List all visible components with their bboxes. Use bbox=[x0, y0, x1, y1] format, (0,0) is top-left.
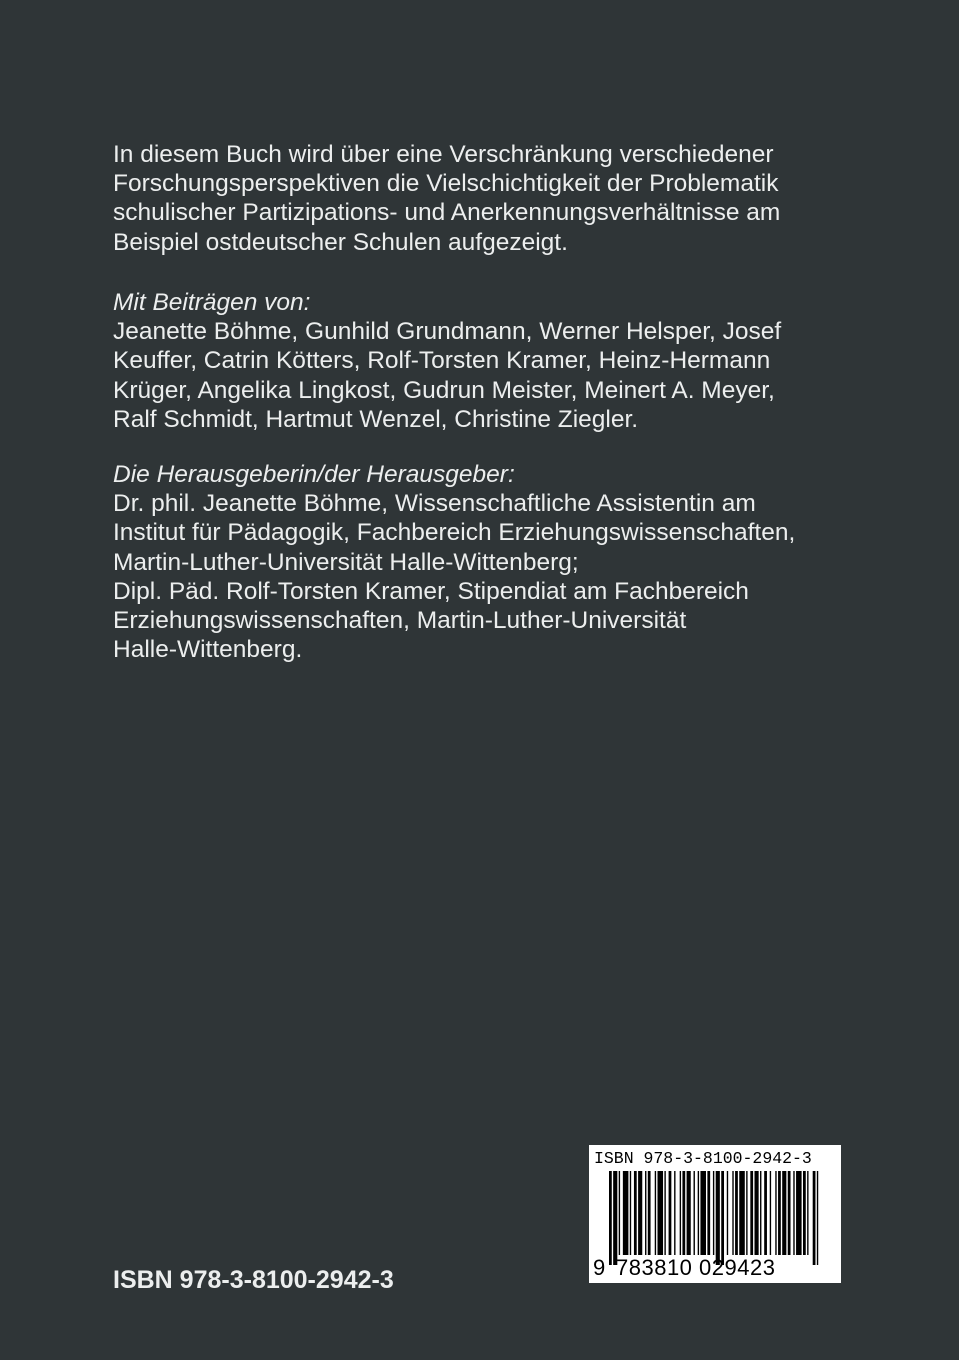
barcode-bar bbox=[721, 1171, 724, 1265]
barcode-bar bbox=[732, 1171, 733, 1255]
barcode-bar bbox=[793, 1171, 794, 1255]
barcode-bar bbox=[796, 1171, 802, 1255]
editors-line: Dr. phil. Jeanette Böhme, Wissenschaftliche Assistentin am bbox=[113, 490, 756, 518]
barcode-bar bbox=[817, 1171, 818, 1265]
description-paragraph bbox=[113, 140, 893, 257]
barcode-bar bbox=[664, 1171, 665, 1255]
contributors-line: Ralf Schmidt, Hartmut Wenzel, Christine Ziegler. bbox=[113, 405, 639, 433]
editors-heading: Die Herausgeberin/der Herausgeber: bbox=[113, 461, 515, 488]
barcode-first-digit: 9 bbox=[593, 1255, 606, 1280]
barcode-bar bbox=[746, 1171, 747, 1255]
editors-line: Halle-Wittenberg. bbox=[113, 636, 303, 664]
barcode-bar bbox=[609, 1171, 612, 1265]
barcode-bar bbox=[739, 1171, 745, 1255]
barcode-bar bbox=[788, 1171, 791, 1255]
barcode-bar bbox=[645, 1171, 646, 1255]
barcode-digits: 783810 029423 bbox=[616, 1255, 776, 1280]
barcode-bar bbox=[778, 1171, 781, 1255]
contributors-section bbox=[113, 288, 893, 434]
contributors-heading: Mit Beiträgen von: bbox=[113, 289, 311, 316]
barcode-bar bbox=[813, 1171, 816, 1265]
barcode-bar bbox=[613, 1171, 617, 1265]
barcode-bar bbox=[698, 1171, 699, 1255]
barcode-bar bbox=[674, 1171, 675, 1255]
barcode-bar bbox=[775, 1171, 776, 1255]
barcode-bar bbox=[735, 1171, 738, 1255]
barcode bbox=[589, 1145, 841, 1283]
barcode-bar bbox=[638, 1171, 642, 1255]
barcode-bar bbox=[682, 1171, 685, 1255]
barcode-bar bbox=[782, 1171, 786, 1255]
barcode-bar bbox=[648, 1171, 651, 1255]
barcode-bar bbox=[619, 1171, 620, 1255]
description-line: Forschungsperspektiven die Vielschichtigkeit der Problematik bbox=[113, 170, 779, 198]
barcode-bar bbox=[634, 1171, 637, 1255]
barcode-bar bbox=[700, 1171, 706, 1255]
description-line: schulischer Partizipations- und Anerkennungsverhältnisse am bbox=[113, 199, 781, 227]
contributors-line: Krüger, Angelika Lingkost, Gudrun Meister, Meinert A. Meyer, bbox=[113, 376, 775, 404]
barcode-bar bbox=[760, 1171, 761, 1255]
editors-line: Martin-Luther-Universität Halle-Wittenberg; bbox=[113, 548, 579, 576]
editors-line: Dipl. Päd. Rolf-Torsten Kramer, Stipendiat am Fachbereich bbox=[113, 577, 749, 605]
editors-section bbox=[113, 460, 893, 664]
barcode-bar bbox=[764, 1171, 767, 1255]
barcode-bar bbox=[713, 1171, 714, 1255]
description-line: In diesem Buch wird über eine Verschränkung verschiedener bbox=[113, 141, 774, 168]
description-line: Beispiel ostdeutscher Schulen aufgezeigt. bbox=[113, 228, 568, 256]
barcode-bar bbox=[623, 1171, 629, 1255]
barcode-bar bbox=[655, 1171, 656, 1255]
barcode-bar bbox=[669, 1171, 672, 1255]
barcode-bar bbox=[687, 1171, 691, 1255]
editors-line: Institut für Pädagogik, Fachbereich Erziehungswissenschaften, bbox=[113, 519, 796, 547]
barcode-bar bbox=[658, 1171, 664, 1255]
isbn-label: ISBN 978-3-8100-2942-3 bbox=[113, 1266, 394, 1294]
barcode-bar bbox=[803, 1171, 806, 1255]
barcode-bars bbox=[609, 1171, 821, 1265]
barcode-bar bbox=[807, 1171, 808, 1255]
barcode-bar bbox=[694, 1171, 695, 1255]
barcode-bar bbox=[770, 1171, 771, 1255]
barcode-bar bbox=[754, 1171, 758, 1255]
barcode-bar bbox=[680, 1171, 681, 1255]
barcode-bar bbox=[716, 1171, 720, 1265]
barcode-bar bbox=[630, 1171, 631, 1255]
contributors-line: Keuffer, Catrin Kötters, Rolf-Torsten Kramer, Heinz-Hermann bbox=[113, 347, 771, 375]
barcode-bar bbox=[727, 1171, 728, 1255]
editors-line: Erziehungswissenschaften, Martin-Luther-Universität bbox=[113, 607, 687, 635]
barcode-bar bbox=[707, 1171, 710, 1255]
barcode-isbn-text: ISBN 978-3-8100-2942-3 bbox=[594, 1149, 812, 1168]
contributors-line: Jeanette Böhme, Gunhild Grundmann, Werner Helsper, Josef bbox=[113, 318, 782, 346]
barcode-bar bbox=[750, 1171, 753, 1255]
